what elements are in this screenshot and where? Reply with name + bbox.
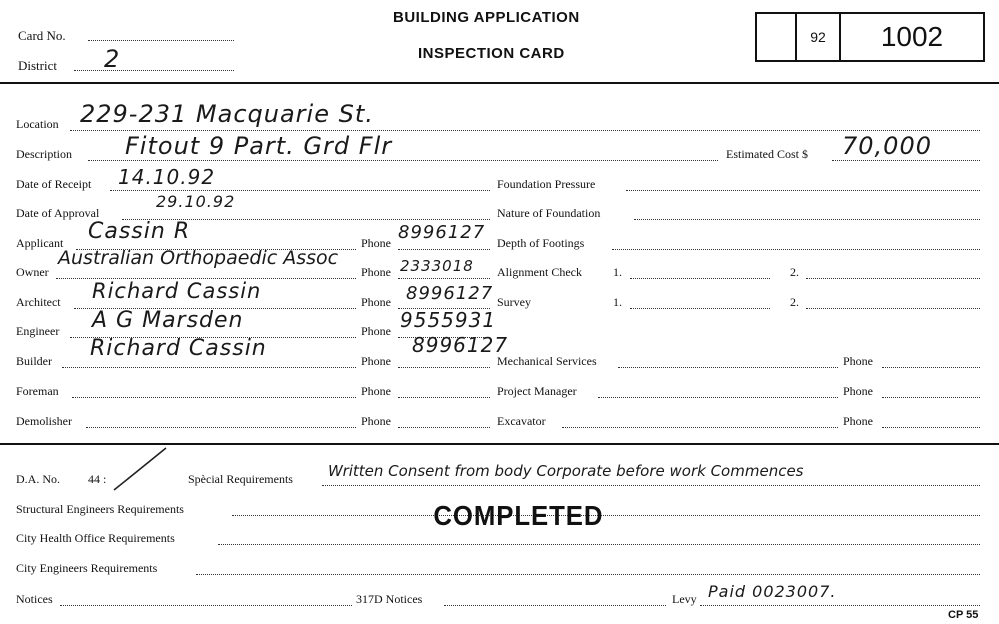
excavator-phone-line: [882, 427, 980, 428]
date-of-receipt-line: [110, 190, 490, 191]
foundation-pressure-line: [626, 190, 980, 191]
applicant-label: Applicant: [16, 236, 64, 250]
builder-line: [62, 367, 356, 368]
excavator-label: Excavator: [497, 414, 546, 428]
date-of-receipt-label: Date of Receipt: [16, 177, 92, 191]
special-requirements-line: [322, 485, 980, 486]
builder-label: Builder: [16, 354, 52, 368]
structural-requirements-line: [232, 515, 980, 516]
da-no-value: 44 :: [88, 472, 107, 486]
da-no-label: D.A. No.: [16, 472, 60, 486]
estimated-cost-label: Estimated Cost $: [726, 147, 808, 161]
builder-phone-value: 8996127: [412, 333, 509, 357]
alignment-check-label: Alignment Check: [497, 265, 582, 279]
foreman-phone-line: [398, 397, 490, 398]
project-manager-line: [598, 397, 838, 398]
description-value: Fitout 9 Part. Grd Flr: [125, 132, 393, 160]
card-number-prefix: 92: [797, 14, 841, 60]
levy-value: Paid 0023007.: [708, 582, 837, 601]
owner-phone-label: Phone: [361, 265, 391, 279]
demolisher-phone-label: Phone: [361, 414, 391, 428]
notices-line: [60, 605, 352, 606]
details-divider: [0, 443, 999, 445]
applicant-phone-label: Phone: [361, 236, 391, 250]
location-label: Location: [16, 117, 59, 131]
nature-of-foundation-line: [634, 219, 980, 220]
excavator-line: [562, 427, 838, 428]
excavator-phone-label: Phone: [843, 414, 873, 428]
foreman-label: Foreman: [16, 384, 59, 398]
district-line: [74, 70, 234, 71]
special-requirements-label: Spècial Requirements: [188, 472, 293, 486]
nature-of-foundation-label: Nature of Foundation: [497, 206, 601, 220]
survey-label: Survey: [497, 295, 531, 309]
district-value: 2: [104, 45, 121, 73]
notices-317d-line: [444, 605, 666, 606]
applicant-phone-line: [398, 249, 490, 250]
owner-phone-value: 2333018: [400, 257, 474, 275]
city-engineers-requirements-line: [196, 574, 980, 575]
project-manager-phone-label: Phone: [843, 384, 873, 398]
special-requirements-value: Written Consent from body Corporate before work Commences: [328, 462, 804, 480]
date-of-approval-value: 29.10.92: [156, 192, 236, 211]
owner-label: Owner: [16, 265, 49, 279]
card-number-box: [755, 12, 985, 62]
engineer-phone-label: Phone: [361, 324, 391, 338]
title-line2: INSPECTION CARD: [418, 45, 565, 62]
date-of-approval-label: Date of Approval: [16, 206, 100, 220]
alignment-check-num1: 1.: [613, 265, 622, 279]
depth-of-footings-label: Depth of Footings: [497, 236, 585, 250]
applicant-value: Cassin R: [88, 219, 191, 244]
survey-line1: [630, 308, 770, 309]
levy-line: [700, 605, 980, 606]
estimated-cost-line: [832, 160, 980, 161]
health-requirements-label: City Health Office Requirements: [16, 531, 175, 545]
card-number-cell-blank: [757, 14, 797, 60]
project-manager-label: Project Manager: [497, 384, 577, 398]
district-label: District: [18, 58, 57, 73]
survey-num2: 2.: [790, 295, 799, 309]
engineer-label: Engineer: [16, 324, 60, 338]
location-value: 229-231 Macquarie St.: [80, 100, 374, 128]
mechanical-services-line: [618, 367, 838, 368]
demolisher-line: [86, 427, 356, 428]
depth-of-footings-line: [612, 249, 980, 250]
levy-label: Levy: [672, 592, 697, 606]
notices-317d-label: 317D Notices: [356, 592, 423, 606]
engineer-value: A G Marsden: [92, 308, 244, 333]
alignment-check-line1: [630, 278, 770, 279]
mechanical-services-phone-line: [882, 367, 980, 368]
builder-phone-line: [398, 367, 490, 368]
description-line: [88, 160, 718, 161]
architect-value: Richard Cassin: [92, 279, 262, 303]
builder-value: Richard Cassin: [90, 336, 267, 361]
applicant-phone-value: 8996127: [398, 222, 486, 243]
mechanical-services-phone-label: Phone: [843, 354, 873, 368]
alignment-check-line2: [806, 278, 980, 279]
survey-line2: [806, 308, 980, 309]
card-no-label: Card No.: [18, 28, 66, 43]
title-line1: BUILDING APPLICATION: [393, 9, 580, 26]
form-code: CP 55: [948, 609, 979, 621]
completed-stamp: COMPLETED: [433, 500, 604, 531]
foreman-line: [72, 397, 356, 398]
da-no-pen-stroke: [110, 446, 170, 494]
location-line: [70, 130, 980, 131]
architect-label: Architect: [16, 295, 61, 309]
notices-label: Notices: [16, 592, 53, 606]
card-number: 1002: [880, 21, 944, 52]
demolisher-phone-line: [398, 427, 490, 428]
demolisher-label: Demolisher: [16, 414, 72, 428]
date-of-receipt-value: 14.10.92: [118, 165, 216, 189]
alignment-check-num2: 2.: [790, 265, 799, 279]
engineer-phone-value: 9555931: [400, 308, 497, 332]
project-manager-phone-line: [882, 397, 980, 398]
header-divider: [0, 82, 999, 84]
card-no-line: [88, 40, 234, 41]
estimated-cost-value: 70,000: [842, 132, 932, 160]
architect-phone-value: 8996127: [406, 283, 494, 304]
health-requirements-line: [218, 544, 980, 545]
survey-num1: 1.: [613, 295, 622, 309]
city-engineers-requirements-label: City Engineers Requirements: [16, 561, 158, 575]
structural-requirements-label: Structural Engineers Requirements: [16, 502, 184, 516]
description-label: Description: [16, 147, 72, 161]
builder-phone-label: Phone: [361, 354, 391, 368]
owner-value: Australian Orthopaedic Assoc: [58, 247, 339, 269]
mechanical-services-label: Mechanical Services: [497, 354, 597, 368]
foreman-phone-label: Phone: [361, 384, 391, 398]
foundation-pressure-label: Foundation Pressure: [497, 177, 596, 191]
owner-phone-line: [398, 278, 490, 279]
architect-phone-label: Phone: [361, 295, 391, 309]
